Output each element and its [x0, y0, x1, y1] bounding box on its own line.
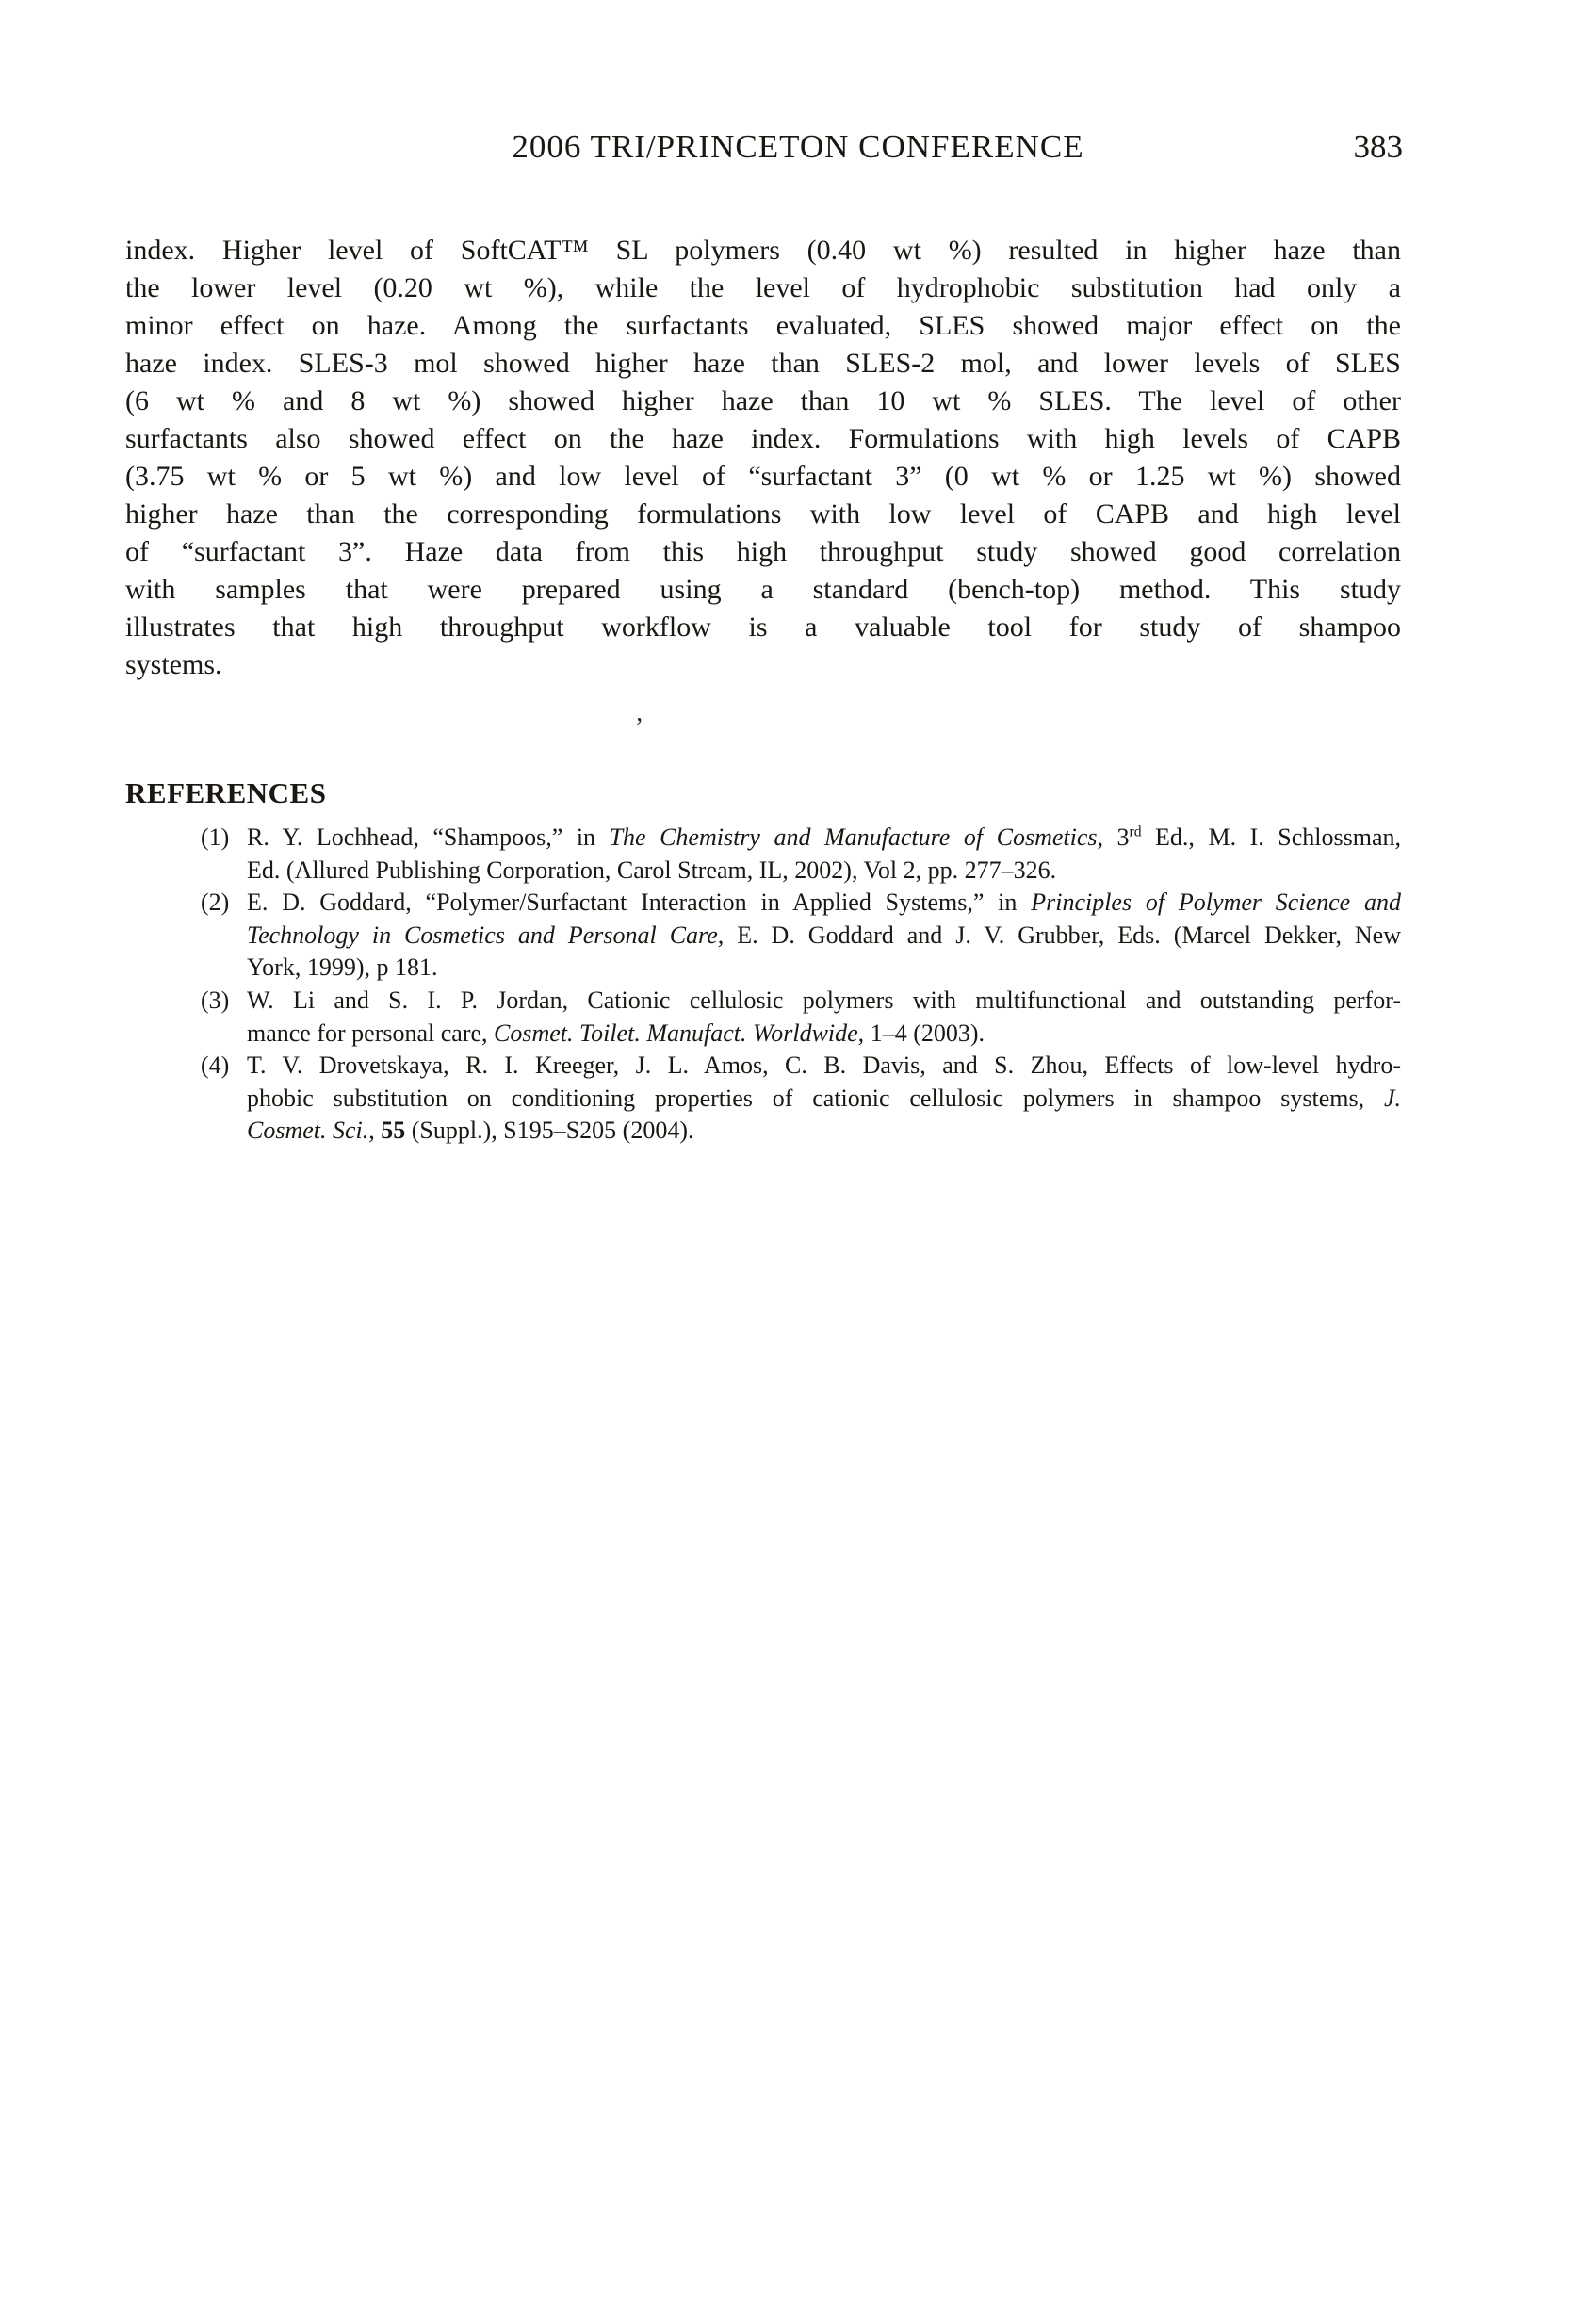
paragraph-line: the lower level (0.20 wt %), while the level of hydrophobic substitution had only a — [125, 272, 1401, 303]
reference-line: Ed. (Allured Publishing Corporation, Carol Stream, IL, 2002), Vol 2, pp. 277–326. — [247, 856, 1057, 884]
paragraph-line: surfactants also showed effect on the haze index. Formulations with high levels of CAPB — [125, 423, 1401, 454]
reference-line: T. V. Drovetskaya, R. I. Kreeger, J. L. Amos, C. B. Davis, and S. Zhou, Effects of low-level hydro- — [247, 1052, 1401, 1080]
reference-line: York, 1999), p 181. — [247, 954, 438, 982]
reference-number: (1) — [201, 823, 230, 851]
paragraph-line: (3.75 wt % or 5 wt %) and low level of “surfactant 3” (0 wt % or 1.25 wt %) showed — [125, 461, 1401, 492]
reference-item — [125, 887, 1401, 985]
references-heading: REFERENCES — [125, 776, 327, 809]
paragraph-line: systems. — [125, 649, 222, 680]
paragraph-line: (6 wt % and 8 wt %) showed higher haze than 10 wt % SLES. The level of other — [125, 385, 1401, 416]
references-list — [125, 822, 1401, 1148]
paragraph-line: index. Higher level of SoftCAT™ SL polymers (0.40 wt %) resulted in higher haze than — [125, 235, 1401, 266]
reference-number: (2) — [201, 889, 230, 917]
reference-line: Technology in Cosmetics and Personal Care, E. D. Goddard and J. V. Grubber, Eds. (Marcel Dekker, New — [247, 921, 1401, 949]
paragraph-line: minor effect on haze. Among the surfactants evaluated, SLES showed major effect on the — [125, 310, 1401, 341]
reference-item — [125, 985, 1401, 1050]
reference-line: Cosmet. Sci., 55 (Suppl.), S195–S205 (2004). — [247, 1117, 694, 1145]
reference-item — [125, 822, 1401, 887]
reference-item — [125, 1050, 1401, 1148]
reference-line: W. Li and S. I. P. Jordan, Cationic cellulosic polymers with multifunctional and outstanding perfor- — [247, 986, 1401, 1014]
paragraph-line: of “surfactant 3”. Haze data from this high throughput study showed good correlation — [125, 536, 1401, 567]
scan-artifact-mark: ’ — [635, 712, 643, 741]
body-paragraph — [125, 232, 1401, 684]
reference-line: phobic substitution on conditioning properties of cationic cellulosic polymers in shampoo systems, J. — [247, 1084, 1401, 1112]
reference-number: (3) — [201, 986, 230, 1014]
reference-line: mance for personal care, Cosmet. Toilet. Manufact. Worldwide, 1–4 (2003). — [247, 1019, 985, 1047]
page-number: 383 — [1353, 128, 1403, 165]
reference-line: R. Y. Lochhead, “Shampoos,” in The Chemistry and Manufacture of Cosmetics, 3rd Ed., M. I. Schlossman, — [247, 823, 1402, 851]
paragraph-line: with samples that were prepared using a standard (bench-top) method. This study — [125, 574, 1401, 605]
paragraph-line: illustrates that high throughput workflow is a valuable tool for study of shampoo — [125, 611, 1401, 643]
paragraph-line: haze index. SLES-3 mol showed higher haze than SLES-2 mol, and lower levels of SLES — [125, 348, 1401, 379]
reference-number: (4) — [201, 1052, 230, 1080]
running-head-title: 2006 TRI/PRINCETON CONFERENCE — [512, 128, 1084, 165]
paragraph-line: higher haze than the corresponding formulations with low level of CAPB and high level — [125, 498, 1401, 530]
reference-line: E. D. Goddard, “Polymer/Surfactant Interaction in Applied Systems,” in Principles of Polymer Science and — [247, 889, 1402, 917]
